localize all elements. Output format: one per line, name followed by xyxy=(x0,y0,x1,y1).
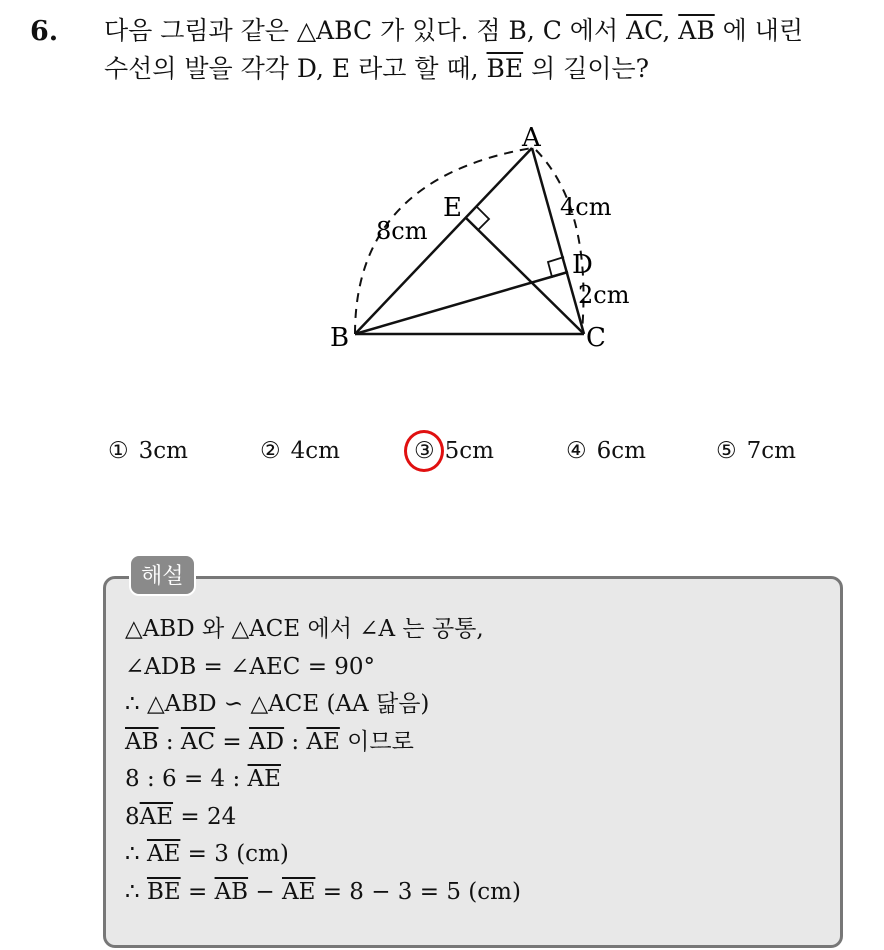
overlined-segment: $\overline{AE}$ xyxy=(139,803,174,830)
text-segment: 에 내린 xyxy=(714,16,804,45)
text-segment: ∴ xyxy=(125,878,147,905)
triangle-figure xyxy=(300,118,660,358)
solution-line xyxy=(125,727,414,757)
solution-line xyxy=(125,764,281,794)
question-text-line-2 xyxy=(104,52,649,86)
text-segment: = 8 − 3 = 5 (cm) xyxy=(315,878,521,905)
label-e: E xyxy=(443,193,462,223)
text-segment: = xyxy=(180,878,215,905)
text-segment: 의 길이는? xyxy=(523,54,650,83)
choice-5[interactable] xyxy=(716,438,796,464)
solution-line xyxy=(125,839,289,869)
choice-text: 4cm xyxy=(290,438,340,464)
solution-line xyxy=(125,802,236,832)
label-ab-length: 8cm xyxy=(376,217,428,245)
segment-ac xyxy=(532,148,584,334)
solution-line xyxy=(125,877,521,907)
overlined-segment: $\overline{BE}$ xyxy=(146,878,181,905)
choice-2[interactable] xyxy=(260,438,340,464)
overlined-segment: $\overline{AE}$ xyxy=(306,728,340,755)
choice-number: ③ xyxy=(414,438,435,464)
choice-text: 5cm xyxy=(444,438,494,464)
text-segment: ∠ADB = ∠AEC = 90° xyxy=(125,653,376,680)
overlined-segment: $\overline{AE}$ xyxy=(281,878,316,905)
text-segment: , xyxy=(662,16,679,45)
question-number: 6. xyxy=(30,16,59,47)
label-ad-length: 4cm xyxy=(560,193,612,221)
choice-number: ① xyxy=(108,438,129,464)
overlined-segment: $\overline{AB}$ xyxy=(678,16,715,45)
choice-4[interactable] xyxy=(566,438,646,464)
solution-line xyxy=(125,614,484,644)
text-segment: 이므로 xyxy=(339,728,414,755)
question-text-line-1 xyxy=(104,14,803,48)
text-segment: 수선의 발을 각각 D, E 라고 할 때, xyxy=(104,54,487,83)
text-segment: = 3 (cm) xyxy=(180,841,289,867)
overlined-segment: $\overline{AC}$ xyxy=(180,728,216,755)
answer-choices xyxy=(108,438,808,478)
choice-1[interactable] xyxy=(108,438,188,464)
label-dc-length: 2cm xyxy=(578,281,630,309)
solution-tag: 해설 xyxy=(129,554,196,596)
text-segment: : xyxy=(284,728,307,755)
right-angle-mark-e xyxy=(465,206,489,230)
overlined-segment: $\overline{AE}$ xyxy=(146,841,181,867)
label-a: A xyxy=(522,123,541,153)
choice-text: 3cm xyxy=(138,438,188,464)
label-b: B xyxy=(330,323,350,353)
solution-line xyxy=(125,689,429,719)
overlined-segment: $\overline{AE}$ xyxy=(247,766,281,792)
text-segment: △ABD 와 △ACE 에서 ∠A 는 공통, xyxy=(125,616,484,642)
text-segment: = xyxy=(215,728,250,755)
overlined-segment: $\overline{AD}$ xyxy=(249,728,285,755)
segment-bd xyxy=(355,272,568,334)
label-c: C xyxy=(586,323,606,353)
text-segment: 다음 그림과 같은 △ABC 가 있다. 점 B, C 에서 xyxy=(104,16,627,45)
text-segment: : xyxy=(158,728,181,755)
choice-text: 6cm xyxy=(596,438,646,464)
text-segment: − xyxy=(248,878,282,905)
overlined-segment: $\overline{AB}$ xyxy=(125,728,159,755)
text-segment: ∴ xyxy=(125,841,147,867)
text-segment: 8 xyxy=(125,803,140,830)
choice-number: ② xyxy=(260,438,281,464)
choice-number: ④ xyxy=(566,438,587,464)
overlined-segment: $\overline{AC}$ xyxy=(626,16,663,45)
text-segment: 8 : 6 = 4 : xyxy=(125,766,248,792)
solution-line xyxy=(125,652,375,682)
text-segment: ∴ △ABD ∽ △ACE (AA 닮음) xyxy=(125,691,430,717)
segment-ce xyxy=(465,217,584,334)
label-d: D xyxy=(572,250,593,280)
choice-text: 7cm xyxy=(746,438,796,464)
overlined-segment: $\overline{BE}$ xyxy=(486,54,524,83)
selected-answer-circle xyxy=(404,430,444,472)
overlined-segment: $\overline{AB}$ xyxy=(214,878,249,905)
choice-number: ⑤ xyxy=(716,438,737,464)
text-segment: = 24 xyxy=(173,803,237,830)
